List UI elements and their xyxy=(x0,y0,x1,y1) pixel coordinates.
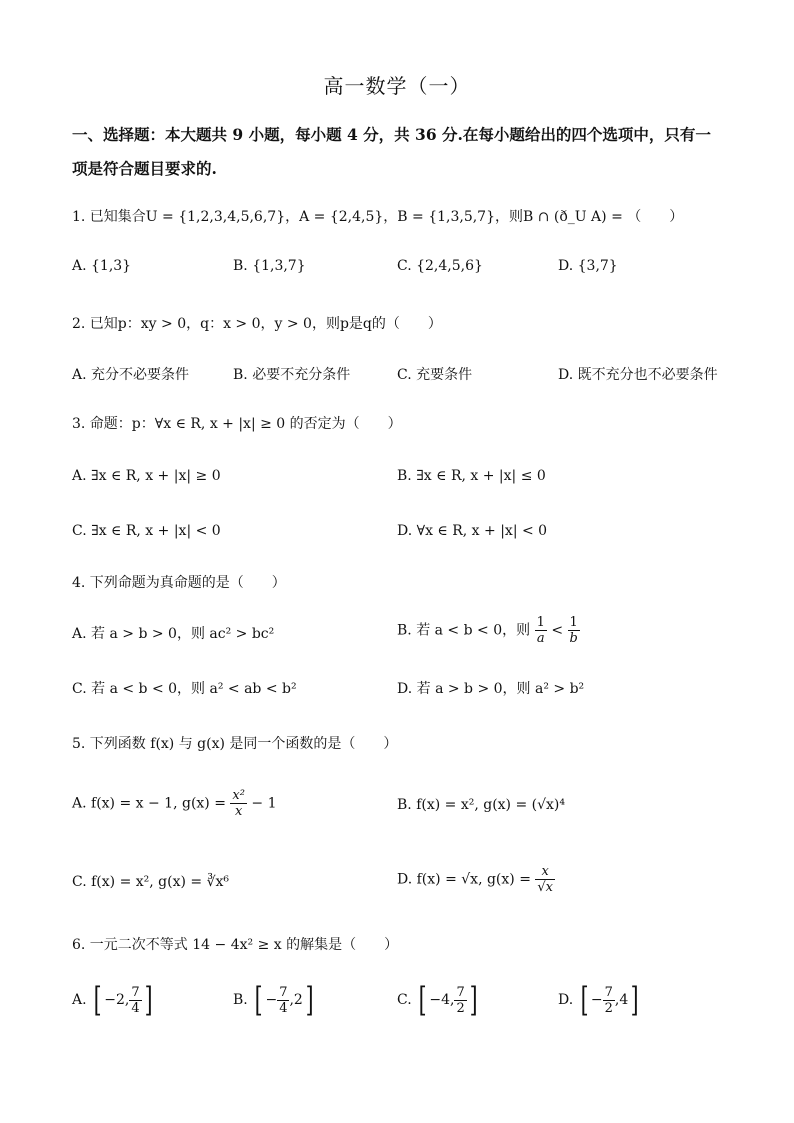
question-1-option-c[interactable]: C. {2,4,5,6} xyxy=(397,258,483,274)
option-letter: B. xyxy=(233,992,248,1008)
fraction-denominator: √x xyxy=(537,880,554,895)
fraction xyxy=(603,985,615,1016)
question-2-option-d[interactable]: D. 既不充分也不必要条件 xyxy=(558,367,718,383)
left-bracket: [ xyxy=(93,980,102,1020)
fraction-denominator: b xyxy=(569,631,578,646)
fraction xyxy=(568,615,580,646)
fraction-numerator: 7 xyxy=(279,984,288,1000)
question-5-option-a-text: A. f(x) = x − 1, g(x) = xyxy=(72,795,226,812)
question-3-stem: 3. 命题：p：∀x ∈ R, x + |x| ≥ 0 的否定为（ ） xyxy=(72,416,402,432)
fraction-numerator: 7 xyxy=(604,984,613,1000)
fraction xyxy=(535,864,555,895)
question-5-option-a[interactable] xyxy=(72,788,277,819)
question-2-option-a[interactable]: A. 充分不必要条件 xyxy=(72,367,190,383)
question-3-option-b[interactable]: B. ∃x ∈ R, x + |x| ≤ 0 xyxy=(397,468,546,484)
fraction-numerator: x² xyxy=(232,788,245,803)
question-4-option-b[interactable] xyxy=(397,615,580,646)
fraction-numerator: x xyxy=(535,864,555,880)
question-4-option-d[interactable]: D. 若 a > b > 0，则 a² > b² xyxy=(397,681,585,697)
fraction-denominator: 2 xyxy=(604,1000,613,1016)
question-1-option-a[interactable]: A. {1,3} xyxy=(72,258,132,274)
question-6-stem: 6. 一元二次不等式 14 − 4x² ≥ x 的解集是（ ） xyxy=(72,937,399,953)
question-3-option-a[interactable]: A. ∃x ∈ R, x + |x| ≥ 0 xyxy=(72,468,221,484)
interval-left: − xyxy=(265,992,278,1008)
question-5-option-d[interactable] xyxy=(397,864,555,895)
right-bracket: ] xyxy=(469,980,478,1020)
page-title: 高一数学（一） xyxy=(323,74,471,98)
left-bracket: [ xyxy=(254,980,263,1020)
question-1-option-b[interactable]: B. {1,3,7} xyxy=(233,258,306,274)
question-5-stem: 5. 下列函数 f(x) 与 g(x) 是同一个函数的是（ ） xyxy=(72,736,398,752)
question-3-option-c[interactable]: C. ∃x ∈ R, x + |x| < 0 xyxy=(72,523,221,539)
right-bracket: ] xyxy=(144,980,153,1020)
fraction-numerator: 7 xyxy=(131,984,140,1000)
right-bracket: ] xyxy=(630,980,639,1020)
fraction xyxy=(129,985,141,1016)
fraction xyxy=(277,985,289,1016)
question-6-option-d[interactable] xyxy=(558,980,642,1020)
option-letter: D. xyxy=(558,992,574,1008)
option-letter: A. xyxy=(72,992,87,1008)
section-heading: 一、选择题：本大题共 9 小题，每小题 4 分，共 36 分.在每小题给出的四个选项中，只有一项是符合题目要求的. xyxy=(72,125,711,178)
question-5-option-b[interactable]: B. f(x) = x², g(x) = (√x)⁴ xyxy=(397,797,565,813)
fraction xyxy=(454,985,466,1016)
question-4-option-a[interactable]: A. 若 a > b > 0，则 ac² > bc² xyxy=(72,626,275,642)
question-3-option-d[interactable]: D. ∀x ∈ R, x + |x| < 0 xyxy=(397,523,548,539)
question-5-option-c[interactable]: C. f(x) = x², g(x) = ∛x⁶ xyxy=(72,874,229,890)
question-4-stem: 4. 下列命题为真命题的是（ ） xyxy=(72,575,286,591)
expression-tail: − 1 xyxy=(251,795,277,812)
fraction-denominator: 2 xyxy=(456,1000,465,1016)
question-6-option-c[interactable] xyxy=(397,980,480,1020)
fraction-numerator: 7 xyxy=(456,984,465,1000)
left-bracket: [ xyxy=(580,980,589,1020)
question-5-option-d-text: D. f(x) = √x, g(x) = xyxy=(397,871,531,888)
question-4-option-b-text: B. 若 a < b < 0，则 xyxy=(397,622,531,639)
interval-left: − xyxy=(590,992,603,1008)
question-6-option-a[interactable] xyxy=(72,980,155,1020)
interval-right: ,4 xyxy=(614,992,629,1008)
fraction-denominator: 4 xyxy=(279,1000,288,1016)
inequality-sign: < xyxy=(551,622,564,639)
fraction xyxy=(535,615,547,646)
fraction-denominator: 4 xyxy=(131,1000,140,1016)
question-6-option-b[interactable] xyxy=(233,980,316,1020)
fraction-numerator: 1 xyxy=(568,615,580,631)
question-4-option-c[interactable]: C. 若 a < b < 0，则 a² < ab < b² xyxy=(72,681,297,697)
fraction-denominator: a xyxy=(536,631,545,646)
fraction-numerator: 1 xyxy=(536,615,545,630)
interval-left: −2, xyxy=(104,992,130,1008)
question-2-option-b[interactable]: B. 必要不充分条件 xyxy=(233,367,351,383)
fraction-denominator: x xyxy=(235,804,243,819)
left-bracket: [ xyxy=(418,980,427,1020)
question-1-option-d[interactable]: D. {3,7} xyxy=(558,258,618,274)
question-1-stem: 1. 已知集合U = {1,2,3,4,5,6,7}，A = {2,4,5}，B = {1,3,5,7}，则B ∩ (ð_U A) = （ ） xyxy=(72,209,684,225)
interval-left: −4, xyxy=(429,992,455,1008)
question-2-option-c[interactable]: C. 充要条件 xyxy=(397,367,473,383)
question-2-stem: 2. 已知p：xy > 0，q：x > 0，y > 0，则p是q的（ ） xyxy=(72,316,442,332)
fraction xyxy=(230,788,247,819)
interval-right: ,2 xyxy=(289,992,303,1008)
right-bracket: ] xyxy=(305,980,314,1020)
option-letter: C. xyxy=(397,992,412,1008)
